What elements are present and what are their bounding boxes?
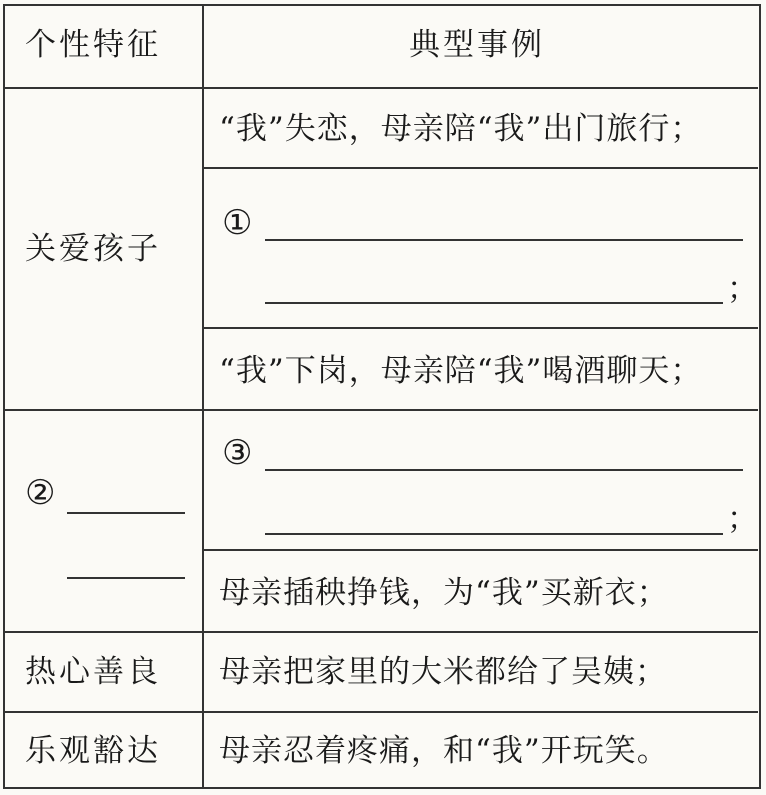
events-table: [3, 4, 761, 789]
answer-blank[interactable]: [265, 302, 723, 304]
row-divider: [5, 711, 758, 713]
header-examples: 典型事例: [409, 27, 545, 63]
blank-marker: ①: [222, 203, 253, 243]
row-divider: [203, 327, 758, 329]
row-divider: [203, 549, 758, 551]
column-divider: [202, 6, 204, 787]
row-divider: [5, 631, 758, 633]
example-text: 母亲把家里的大米都给了吴姨；: [219, 654, 667, 690]
row-divider: [5, 409, 758, 411]
blank-marker: ②: [25, 473, 56, 513]
row-divider: [203, 167, 758, 169]
answer-blank[interactable]: [67, 577, 185, 579]
example-text: “我”下岗，母亲陪“我”喝酒聊天；: [219, 353, 703, 389]
answer-blank[interactable]: [265, 533, 723, 535]
trait-optimistic: 乐观豁达: [25, 733, 161, 769]
example-text: 母亲忍着疼痛，和“我”开玩笑。: [219, 733, 669, 769]
semicolon: ；: [727, 501, 758, 537]
blank-marker: ③: [222, 433, 253, 473]
trait-caring: 关爱孩子: [25, 231, 161, 267]
example-text: 母亲插秧挣钱，为“我”买新衣；: [219, 575, 669, 611]
semicolon: ；: [727, 271, 758, 307]
example-text: “我”失恋，母亲陪“我”出门旅行；: [219, 111, 703, 147]
answer-blank[interactable]: [265, 239, 743, 241]
trait-kind: 热心善良: [25, 654, 161, 690]
header-trait: 个性特征: [25, 27, 161, 63]
answer-blank[interactable]: [67, 512, 185, 514]
answer-blank[interactable]: [265, 469, 743, 471]
row-divider: [5, 87, 758, 89]
